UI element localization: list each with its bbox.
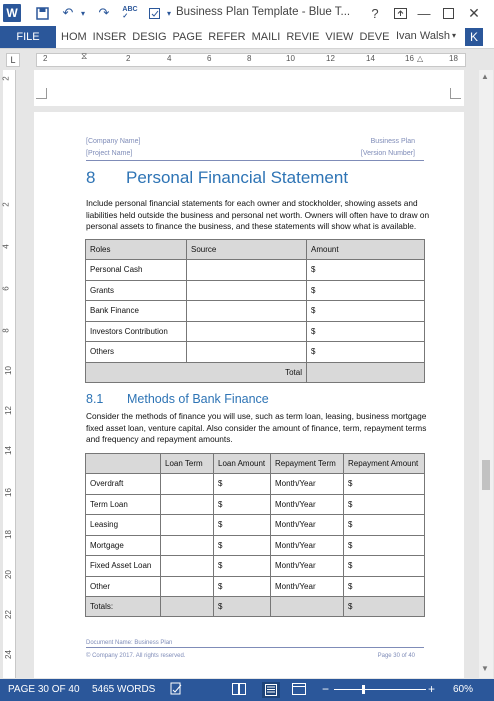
- word-count[interactable]: 5465 WORDS: [92, 684, 156, 695]
- subsection-number: 8.1: [86, 392, 104, 406]
- table-cell[interactable]: $: [214, 535, 271, 556]
- ruler-mark: 2: [43, 54, 48, 63]
- window-title: Business Plan Template - Blue T...: [176, 6, 351, 18]
- scrollbar-thumb[interactable]: [482, 460, 490, 490]
- header-company: [Company Name]: [86, 138, 141, 145]
- table-cell[interactable]: Overdraft: [86, 474, 161, 495]
- table-cell[interactable]: Others: [86, 342, 187, 363]
- ruler-mark: 24: [3, 650, 13, 659]
- table-row: [86, 301, 425, 322]
- ribbon-display-icon[interactable]: [392, 4, 408, 22]
- table-cell[interactable]: [161, 494, 214, 515]
- page-count[interactable]: PAGE 30 OF 40: [8, 684, 80, 695]
- document-page[interactable]: [34, 112, 464, 678]
- table-row: [86, 321, 425, 342]
- column-header: Loan Term: [161, 454, 214, 474]
- table-cell[interactable]: Grants: [86, 280, 187, 301]
- column-header: [86, 454, 161, 474]
- zoom-slider[interactable]: [334, 689, 426, 690]
- scroll-up-icon[interactable]: ▲: [481, 72, 489, 81]
- table-cell[interactable]: $: [214, 515, 271, 536]
- ruler-mark: 14: [3, 446, 13, 455]
- tab-strip: [58, 26, 392, 48]
- ruler-strip[interactable]: [36, 53, 466, 67]
- header-rule: [86, 160, 424, 161]
- margin-corner-mark: [450, 88, 461, 99]
- tab-developer[interactable]: DEVE: [359, 31, 390, 43]
- zoom-in-button[interactable]: +: [428, 682, 436, 696]
- table-cell[interactable]: $: [214, 474, 271, 495]
- table-cell[interactable]: $: [344, 576, 425, 597]
- table-cell[interactable]: [187, 342, 307, 363]
- column-header: Repayment Amount: [344, 454, 425, 474]
- footer-page-number: Page 30 of 40: [377, 653, 415, 659]
- table-cell[interactable]: $: [307, 342, 425, 363]
- table-cell[interactable]: Month/Year: [271, 535, 344, 556]
- touch-mode-icon[interactable]: [146, 4, 162, 22]
- ruler-mark: 10: [3, 366, 13, 375]
- table-cell[interactable]: $: [307, 301, 425, 322]
- table-cell[interactable]: Investors Contribution: [86, 321, 187, 342]
- table-cell[interactable]: $: [344, 474, 425, 495]
- table-row: [86, 515, 425, 536]
- ruler-mark: 18: [449, 54, 458, 63]
- table-cell[interactable]: [307, 362, 425, 382]
- table-cell[interactable]: $: [307, 260, 425, 281]
- paragraph-line: and frequency and repayment amounts.: [86, 434, 233, 444]
- tab-review[interactable]: REVIE: [286, 31, 320, 43]
- paragraph-line: fixed asset loan, venture capital. Also consider the amount of finance, term, repayment terms: [86, 422, 427, 433]
- save-icon[interactable]: [34, 4, 50, 22]
- user-avatar[interactable]: K: [465, 28, 483, 46]
- table-row: [86, 280, 425, 301]
- intro-line: liabilities held outside the business and personal net worth. Owners will often have to draw on: [86, 209, 430, 220]
- table-header-row: [86, 240, 425, 260]
- section-number: 8: [86, 168, 96, 187]
- table-cell[interactable]: Month/Year: [271, 474, 344, 495]
- table-row: [86, 260, 425, 281]
- ruler-mark: 6: [1, 286, 11, 291]
- table-header-row: [86, 454, 425, 474]
- right-indent-marker-icon[interactable]: △: [417, 54, 424, 63]
- table-cell[interactable]: Bank Finance: [86, 301, 187, 322]
- ruler-mark: 8: [1, 328, 11, 333]
- table-cell[interactable]: [161, 576, 214, 597]
- footer-rule: [86, 647, 424, 648]
- footer-copyright: © Company 2017. All rights reserved.: [86, 653, 186, 659]
- table-cell[interactable]: $: [214, 576, 271, 597]
- total-label[interactable]: Total: [86, 362, 307, 382]
- margin-corner-mark: [36, 88, 47, 99]
- table-cell[interactable]: [161, 535, 214, 556]
- table-row: [86, 494, 425, 515]
- tab-stop-selector[interactable]: L: [6, 53, 20, 67]
- ruler-mark: 2: [126, 54, 131, 63]
- read-mode-icon[interactable]: [232, 683, 246, 698]
- file-tab[interactable]: FILE: [0, 26, 56, 48]
- table-cell[interactable]: $: [344, 494, 425, 515]
- zoom-slider-thumb[interactable]: [362, 685, 365, 694]
- table-cell[interactable]: [187, 280, 307, 301]
- proofing-icon[interactable]: [170, 682, 183, 698]
- header-project: [Project Name]: [86, 150, 133, 157]
- table-row: [86, 535, 425, 556]
- vertical-ruler[interactable]: [3, 70, 16, 678]
- table-cell[interactable]: Mortgage: [86, 535, 161, 556]
- table-cell[interactable]: $: [344, 515, 425, 536]
- undo-icon[interactable]: ↶: [62, 5, 74, 20]
- table-cell[interactable]: [187, 260, 307, 281]
- table-cell[interactable]: Month/Year: [271, 556, 344, 577]
- table-cell[interactable]: Totals:: [86, 597, 161, 617]
- financial-statement-table[interactable]: [85, 239, 425, 383]
- user-name[interactable]: Ivan Walsh: [396, 30, 451, 42]
- status-bar: [0, 679, 494, 701]
- horizontal-ruler[interactable]: [0, 49, 494, 69]
- ribbon-tabs: [0, 26, 494, 49]
- bank-finance-table[interactable]: [85, 453, 425, 617]
- intro-line: Include personal financial statements for each owner and stockholder, showing assets and: [86, 198, 418, 208]
- paragraph-line: Consider the methods of finance you will use, such as term loan, leasing, business mortgage: [86, 411, 427, 421]
- table-cell[interactable]: Month/Year: [271, 515, 344, 536]
- table-cell[interactable]: $: [307, 280, 425, 301]
- redo-icon[interactable]: ↷: [98, 5, 110, 20]
- table-cell[interactable]: Month/Year: [271, 576, 344, 597]
- header-doc-title: Business Plan: [370, 138, 415, 145]
- ruler-mark: 18: [3, 530, 13, 539]
- table-cell[interactable]: [161, 597, 214, 617]
- column-header: Roles: [86, 240, 187, 260]
- ruler-mark: 20: [3, 570, 13, 579]
- minimize-icon[interactable]: —: [417, 5, 431, 21]
- ruler-mark: 8: [247, 54, 252, 63]
- ruler-mark: 12: [3, 406, 13, 415]
- table-cell[interactable]: Term Loan: [86, 494, 161, 515]
- ruler-mark: 10: [286, 54, 295, 63]
- user-dropdown-icon[interactable]: ▾: [452, 31, 457, 40]
- footer-document-name: Document Name: Business Plan: [86, 640, 173, 646]
- ruler-mark: 12: [326, 54, 335, 63]
- zoom-level[interactable]: 60%: [453, 684, 474, 695]
- bank-finance-paragraph: [86, 411, 426, 446]
- maximize-icon[interactable]: [440, 4, 456, 22]
- intro-paragraph: [86, 198, 429, 233]
- tab-references[interactable]: REFER: [208, 31, 246, 43]
- tab-home[interactable]: HOM: [61, 31, 87, 43]
- table-cell[interactable]: [271, 597, 344, 617]
- tab-view[interactable]: VIEW: [325, 31, 354, 43]
- table-cell[interactable]: [161, 556, 214, 577]
- zoom-out-button[interactable]: −: [322, 682, 330, 696]
- intro-line: personal assets to finance the business, and these statements will show what is available.: [86, 221, 417, 231]
- ruler-mark: 6: [207, 54, 212, 63]
- previous-page[interactable]: [34, 70, 464, 106]
- table-cell[interactable]: Other: [86, 576, 161, 597]
- ruler-mark: 16: [3, 488, 13, 497]
- customize-toolbar-icon[interactable]: ▾: [166, 8, 171, 18]
- indent-marker-icon[interactable]: ⧖: [81, 51, 88, 61]
- table-row: [86, 556, 425, 577]
- table-cell[interactable]: $: [344, 597, 425, 617]
- table-cell[interactable]: [161, 474, 214, 495]
- ruler-mark: 4: [167, 54, 172, 63]
- ruler-mark: 22: [3, 610, 13, 619]
- spelling-check-icon[interactable]: ABC ✓: [122, 6, 138, 20]
- table-total-row: [86, 362, 425, 382]
- subsection-heading: Methods of Bank Finance: [127, 392, 269, 406]
- header-version: [Version Number]: [360, 150, 415, 157]
- title-bar: [0, 0, 494, 26]
- ruler-mark: 2: [1, 202, 11, 207]
- table-cell[interactable]: Fixed Asset Loan: [86, 556, 161, 577]
- column-header: Source: [187, 240, 307, 260]
- vertical-scrollbar[interactable]: [479, 70, 493, 678]
- scroll-down-icon[interactable]: ▼: [481, 664, 489, 673]
- table-row: [86, 474, 425, 495]
- table-cell[interactable]: [187, 301, 307, 322]
- section-heading: Personal Financial Statement: [126, 168, 349, 187]
- undo-dropdown-icon[interactable]: ▾: [80, 8, 85, 18]
- help-icon[interactable]: ?: [371, 5, 379, 21]
- table-cell[interactable]: Leasing: [86, 515, 161, 536]
- table-cell[interactable]: Personal Cash: [86, 260, 187, 281]
- tab-insert[interactable]: INSER: [92, 31, 127, 43]
- table-cell[interactable]: $: [214, 494, 271, 515]
- table-cell[interactable]: $: [344, 535, 425, 556]
- web-layout-icon[interactable]: [292, 683, 306, 698]
- close-icon[interactable]: ✕: [468, 4, 480, 21]
- tab-page-layout[interactable]: PAGE: [172, 31, 203, 43]
- ruler-mark: 4: [1, 244, 11, 249]
- ruler-mark: 14: [366, 54, 375, 63]
- table-cell[interactable]: Month/Year: [271, 494, 344, 515]
- column-header: Loan Amount: [214, 454, 271, 474]
- print-layout-icon[interactable]: [262, 682, 280, 698]
- table-row: [86, 576, 425, 597]
- table-totals-row: [86, 597, 425, 617]
- table-cell[interactable]: [161, 515, 214, 536]
- table-cell[interactable]: [187, 321, 307, 342]
- tab-mailings[interactable]: MAILI: [251, 31, 281, 43]
- column-header: Repayment Term: [271, 454, 344, 474]
- word-app-icon[interactable]: W: [3, 4, 21, 22]
- tab-design[interactable]: DESIG: [132, 31, 167, 43]
- table-cell[interactable]: $: [214, 556, 271, 577]
- table-cell[interactable]: $: [344, 556, 425, 577]
- table-cell[interactable]: $: [214, 597, 271, 617]
- ruler-mark: 16: [405, 54, 414, 63]
- ruler-mark: 2: [1, 76, 11, 81]
- table-cell[interactable]: $: [307, 321, 425, 342]
- column-header: Amount: [307, 240, 425, 260]
- table-row: [86, 342, 425, 363]
